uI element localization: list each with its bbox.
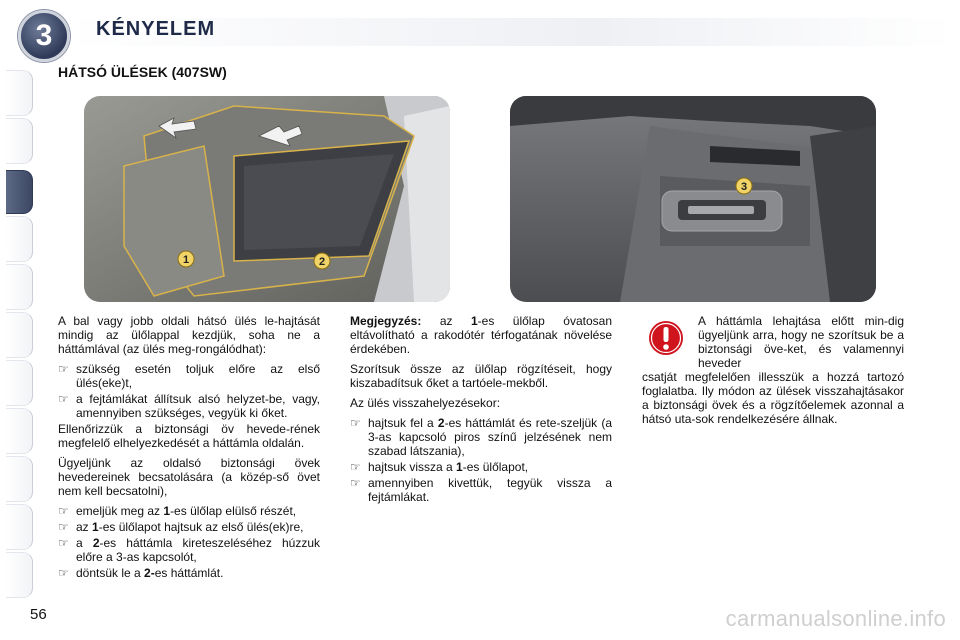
list-item: ☞ emeljük meg az 1-es ülőlap elülső részét, bbox=[58, 504, 297, 518]
warning-text-rest: csatját megfelelően illesszük a hozzá tartozó foglalatba. Ily módon az ülések visszahajtásakor a biztonsági övek és a rögzítőelemek azonnal a hátsó uta-sok rendelkezésére állnak. bbox=[642, 370, 904, 426]
photo-label-1: 1 bbox=[182, 254, 190, 266]
prep-steps-list bbox=[58, 362, 320, 420]
section-title: HÁTSÓ ÜLÉSEK (407SW) bbox=[58, 64, 227, 80]
pointing-hand-icon: ☞ bbox=[350, 416, 361, 430]
pointing-hand-icon: ☞ bbox=[58, 536, 69, 550]
list-item: ☞ a fejtámlákat állítsuk alsó helyzet-be, vagy, amennyiben szükséges, vegyük ki őket. bbox=[58, 392, 320, 420]
chapter-tab[interactable] bbox=[6, 360, 33, 406]
watermark: carmanualsonline.info bbox=[725, 606, 946, 631]
chapter-tab[interactable] bbox=[6, 504, 33, 550]
note-paragraph: Megjegyzés: az 1-es ülőlap óvatosan eltávolítható a rakodótér térfogatának növelése érdekében. bbox=[350, 314, 612, 356]
list-item: ☞ a 2-es háttámla kireteszeléséhez húzzuk előre a 3-as kapcsolót, bbox=[58, 536, 320, 564]
chapter-tab[interactable] bbox=[6, 456, 33, 502]
belt-check-paragraph: Ellenőrizzük a biztonsági öv hevede-rének megfelelő elhelyezkedését a háttámla oldalán. bbox=[58, 422, 320, 450]
text-column-1 bbox=[58, 314, 320, 586]
chapter-tab[interactable] bbox=[6, 118, 33, 164]
intro-paragraph: A bal vagy jobb oldali hátsó ülés le-hajtását mindig az ülőlappal kezdjük, soha ne a háttámlával (az ülés meg-rongálódhat): bbox=[58, 314, 320, 356]
chapter-tab-active[interactable] bbox=[6, 170, 33, 214]
buckle-paragraph: Ügyeljünk az oldalsó biztonsági övek hevedereinek becsatolására (a közép-ső övet nem kell becsatolni), bbox=[58, 456, 320, 498]
refit-heading: Az ülés visszahelyezésekor: bbox=[350, 396, 501, 410]
chapter-tab[interactable] bbox=[6, 70, 33, 116]
refit-steps-list bbox=[350, 416, 612, 504]
rear-seat-photo bbox=[84, 96, 450, 302]
chapter-tab[interactable] bbox=[6, 216, 33, 262]
chapter-tab[interactable] bbox=[6, 312, 33, 358]
chapter-tab[interactable] bbox=[6, 408, 33, 454]
fold-steps-list bbox=[58, 504, 320, 580]
pointing-hand-icon: ☞ bbox=[58, 362, 69, 376]
list-item: ☞ szükség esetén toljuk előre az első ülés(eke)t, bbox=[58, 362, 320, 390]
chapter-title: KÉNYELEM bbox=[96, 18, 216, 40]
list-item: ☞ az 1-es ülőlapot hajtsuk az első ülés(ek)re, bbox=[58, 520, 304, 534]
list-item: ☞ hajtsuk vissza a 1-es ülőlapot, bbox=[350, 460, 529, 474]
pointing-hand-icon: ☞ bbox=[58, 520, 69, 534]
chapter-tab[interactable] bbox=[6, 552, 33, 598]
photo-label-3: 3 bbox=[740, 181, 748, 193]
chapter-tab-strip bbox=[0, 0, 34, 640]
list-item: ☞ amennyiben kivettük, tegyük vissza a fejtámlákat. bbox=[350, 476, 612, 504]
list-item: ☞ hajtsuk fel a 2-es háttámlát és rete-szeljük (a 3-as kapcsoló piros színű jelzésének nem szabad látszania), bbox=[350, 416, 612, 458]
photo-label-2: 2 bbox=[318, 256, 326, 268]
pointing-hand-icon: ☞ bbox=[350, 476, 361, 490]
pointing-hand-icon: ☞ bbox=[58, 504, 69, 518]
chapter-number: 3 bbox=[35, 19, 53, 52]
fixings-paragraph: Szorítsuk össze az ülőlap rögzítéseit, hogy kiszabadítsuk őket a tartóele-mekből. bbox=[350, 362, 612, 390]
chapter-tab[interactable] bbox=[6, 264, 33, 310]
chapter-number-badge bbox=[18, 10, 70, 62]
list-item: ☞ döntsük le a 2-es háttámlát. bbox=[58, 566, 224, 580]
page-number: 56 bbox=[30, 606, 47, 623]
pointing-hand-icon: ☞ bbox=[58, 392, 69, 406]
warning-text-column bbox=[642, 314, 904, 432]
warning-text-top: A háttámla lehajtása előtt min-dig ügyeljünk arra, hogy ne szorítsuk be a biztonsági öve-ket, és valamennyi heveder bbox=[698, 314, 904, 370]
release-lever-photo bbox=[510, 96, 876, 302]
pointing-hand-icon: ☞ bbox=[58, 566, 69, 580]
text-column-2 bbox=[350, 314, 612, 510]
pointing-hand-icon: ☞ bbox=[350, 460, 361, 474]
